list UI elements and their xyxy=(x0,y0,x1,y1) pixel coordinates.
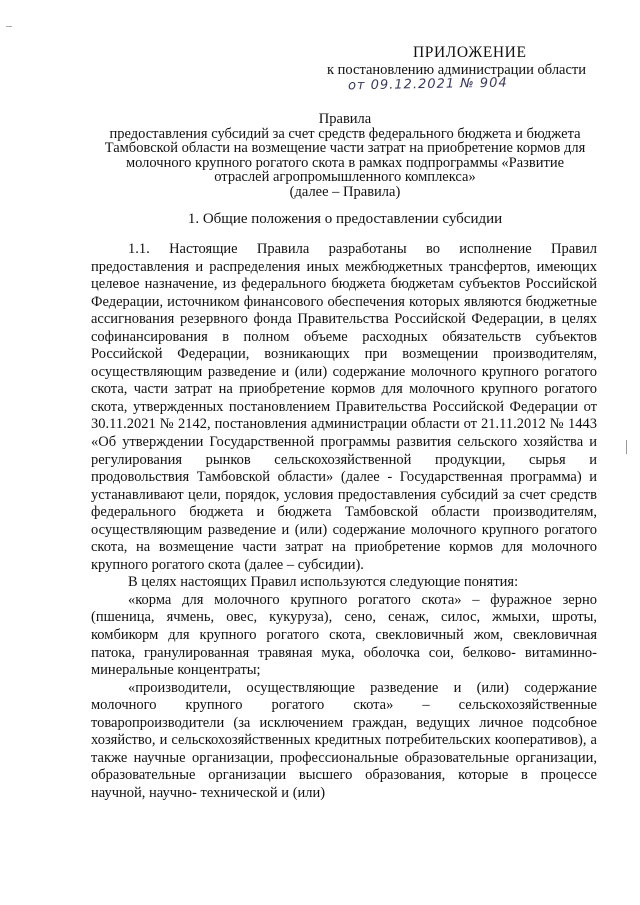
handwritten-date-number: от 09.12.2021 № 904 xyxy=(347,75,508,94)
section-heading: 1. Общие положения о предоставлении субсидии xyxy=(187,211,503,227)
scan-mark xyxy=(6,26,12,27)
title-line: отраслей агропромышленного комплекса» xyxy=(214,169,476,186)
document-body xyxy=(91,241,597,803)
paragraph: «производители, осуществляющие разведение и (или) содержание молочного крупного рогатого скота» – сельскохозяйственные товаропроизводители (за исключением граждан, ведущих личное подсобное хозяйство, и сельскохозяйственных кредитных потребительских кооперативов), а также научные организации, профессиональные образовательные организации, образовательные организации высшего образования, которые в процессе научной, научно- технической и (или) xyxy=(91,679,597,801)
document-title xyxy=(85,112,605,200)
title-line: молочного крупного рогатого скота в рамках подпрограммы «Развитие xyxy=(125,154,565,171)
appendix-label: ПРИЛОЖЕНИЕ xyxy=(413,44,527,61)
title-line: предоставления субсидий за счет средств федерального бюджета и бюджета xyxy=(109,125,581,142)
title-line: Тамбовской области на возмещение части затрат на приобретение кормов для xyxy=(104,140,586,157)
paragraph: «корма для молочного крупного рогатого скота» – фуражное зерно (пшеница, ячмень, овес, кукуруза), сено, сенаж, силос, жмыхи, шроты, комбикорм для крупного рогатого скота, свекловичный жом, свекловичная патока, гранулированная травяная мука, оболочка сои, белково- витаминно-минеральные концентраты; xyxy=(91,591,597,679)
appendix-subtitle: к постановлению администрации области xyxy=(327,62,587,78)
paragraph: 1.1. Настоящие Правила разработаны во исполнение Правил предоставления и распределения иных межбюджетных трансфертов, имеющих целевое назначение, из федерального бюджета бюджетам субъектов Российской Федерации, источником финансового обеспечения которых являются бюджетные ассигнования резервного фонда Правительства Российской Федерации, в целях софинансирования в полном объеме расходных обязательств субъектов Российской Федерации, возникающих при возмещении производителям, осуществляющим разведение и (или) содержание молочного крупного рогатого скота, части затрат на приобретение кормов для молочного крупного рогатого скота, утвержденных постановлением Правительства Российской Федерации от 30.11.2021 № 2142, постановления администрации области от 21.11.2012 № 1443 «Об утверждении Государственной программы развития сельского хозяйства и регулирования рынков сельскохозяйственной продукции, сырья и продовольствия Тамбовской области» (далее - Государственная программа) и устанавливают цели, порядок, условия предоставления субсидий за счет средств федерального бюджета и бюджета Тамбовской области производителям, осуществляющим разведение и (или) содержание молочного крупного рогатого скота, на возмещение части затрат на приобретение кормов для молочного крупного рогатого скота (далее – субсидии). xyxy=(91,241,597,573)
scan-edge-mark xyxy=(626,440,627,454)
title-line: (далее – Правила) xyxy=(289,183,401,200)
paragraph: В целях настоящих Правил используются следующие понятия: xyxy=(128,574,519,591)
title-line: Правила xyxy=(318,111,372,127)
